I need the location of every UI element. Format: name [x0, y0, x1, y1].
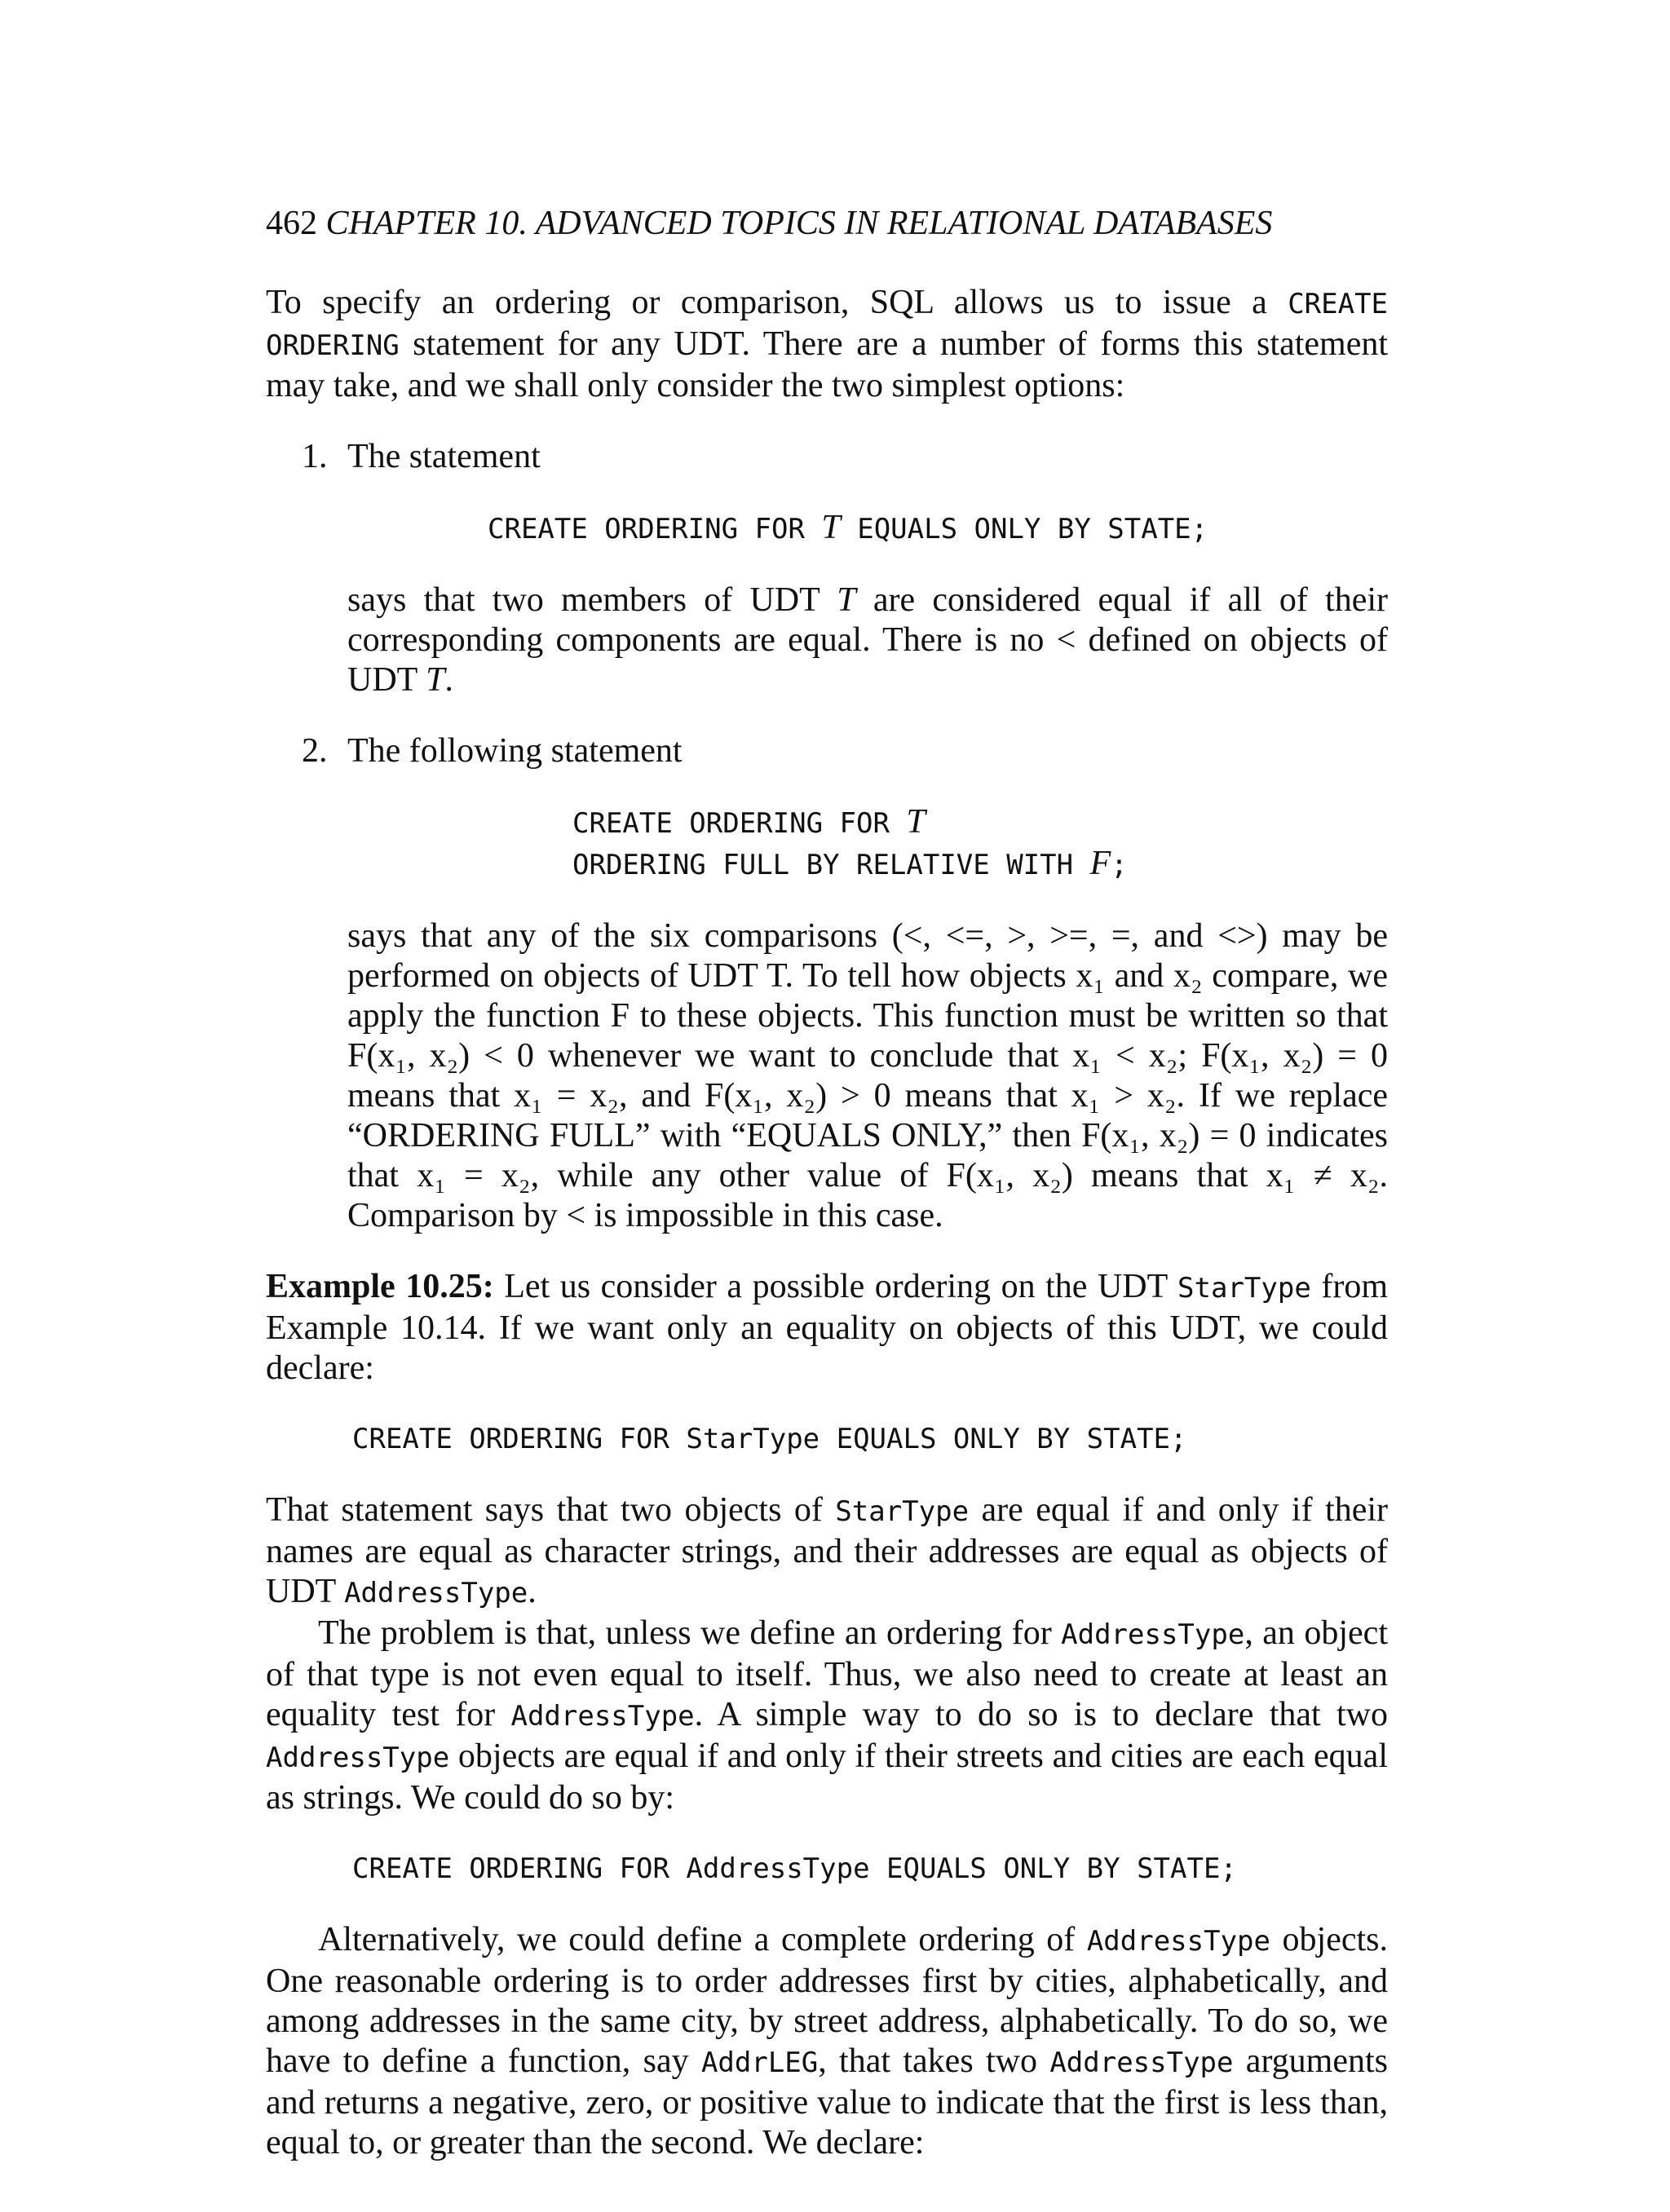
code-ordering-full: CREATE ORDERING FOR T ORDERING FULL BY RELATIVE WITH F;: [572, 803, 1128, 882]
chapter-title: CHAPTER 10. ADVANCED TOPICS IN RELATIONAL DATABASES: [325, 205, 1273, 242]
addresstype-paragraph: The problem is that, unless we define an ordering for AddressType, an object of that type is not even equal to itself. Thus, we also need to create at least an equality test for AddressType. A simple way to do so is to declare that two AddressType objects are equal if and only if their streets and cities are each equal as strings. We could do so by:: [266, 1614, 1388, 1817]
startype-explanation: That statement says that two objects of StarType are equal if and only if their names are equal as character strings, and their addresses are equal as objects of UDT AddressType.: [266, 1491, 1388, 1610]
list-item-2: [266, 731, 1388, 1236]
code-startype: CREATE ORDERING FOR StarType EQUALS ONLY BY STATE;: [352, 1423, 1187, 1455]
intro-paragraph: To specify an ordering or comparison, SQL allows us to issue a CREATE ORDERING statement for any UDT. There are a number of forms this statement may take, and we shall only consider the two simplest options:: [266, 284, 1389, 404]
code-addresstype: CREATE ORDERING FOR AddressType EQUALS ONLY BY STATE;: [352, 1852, 1237, 1885]
create-ordering-keyword: CREATE ORDERING: [266, 288, 1389, 362]
list-item-1: [266, 437, 1388, 700]
list-number: 2.: [302, 732, 328, 770]
example-paragraph: Example 10.25: Let us consider a possible ordering on the UDT StarType from Example 10.14. If we want only an equality on objects of this UDT, we could declare:: [266, 1268, 1388, 1387]
running-header: [266, 204, 1388, 244]
item-1-description: says that two members of UDT T are considered equal if all of their corresponding components are equal. There is no < defined on objects of UDT T.: [347, 581, 1389, 699]
item-lead: The statement: [347, 438, 541, 475]
code-equals-only: CREATE ORDERING FOR T EQUALS ONLY BY STATE;: [488, 509, 1208, 546]
book-page: [266, 204, 1388, 2163]
page-number: 462: [266, 205, 317, 242]
item-2-description: says that any of the six comparisons (<, <=, >, >=, =, and <>) may be performed on objects of UDT T. To tell how objects x₁ and x₂ compare, we apply the function F to these objects. This function must be written so that F(x₁, x₂) < 0 whenever we want to conclude that x₁ < x₂; F(x₁, x₂) = 0 means that x₁ = x₂, and F(x₁, x₂) > 0 means that x₁ > x₂. If we replace “ORDERING FULL” with “EQUALS ONLY,” then F(x₁, x₂) = 0 indicates that x₁ = x₂, while any other value of F(x₁, x₂) means that x₁ ≠ x₂. Comparison by < is impossible in this case.: [347, 917, 1388, 1234]
list-number: 1.: [302, 438, 328, 475]
example-label: Example 10.25:: [266, 1268, 494, 1305]
item-lead: The following statement: [347, 732, 683, 770]
alternative-ordering-paragraph: Alternatively, we could define a complete ordering of AddressType objects. One reasonable ordering is to order addresses first by cities, alphabetically, and among addresses in the same city, by street address, alphabetically. To do so, we have to define a function, say AddrLEG, that takes two AddressType arguments and returns a negative, zero, or positive value to indicate that the first is less than, equal to, or greater than the second. We declare:: [266, 1921, 1389, 2161]
